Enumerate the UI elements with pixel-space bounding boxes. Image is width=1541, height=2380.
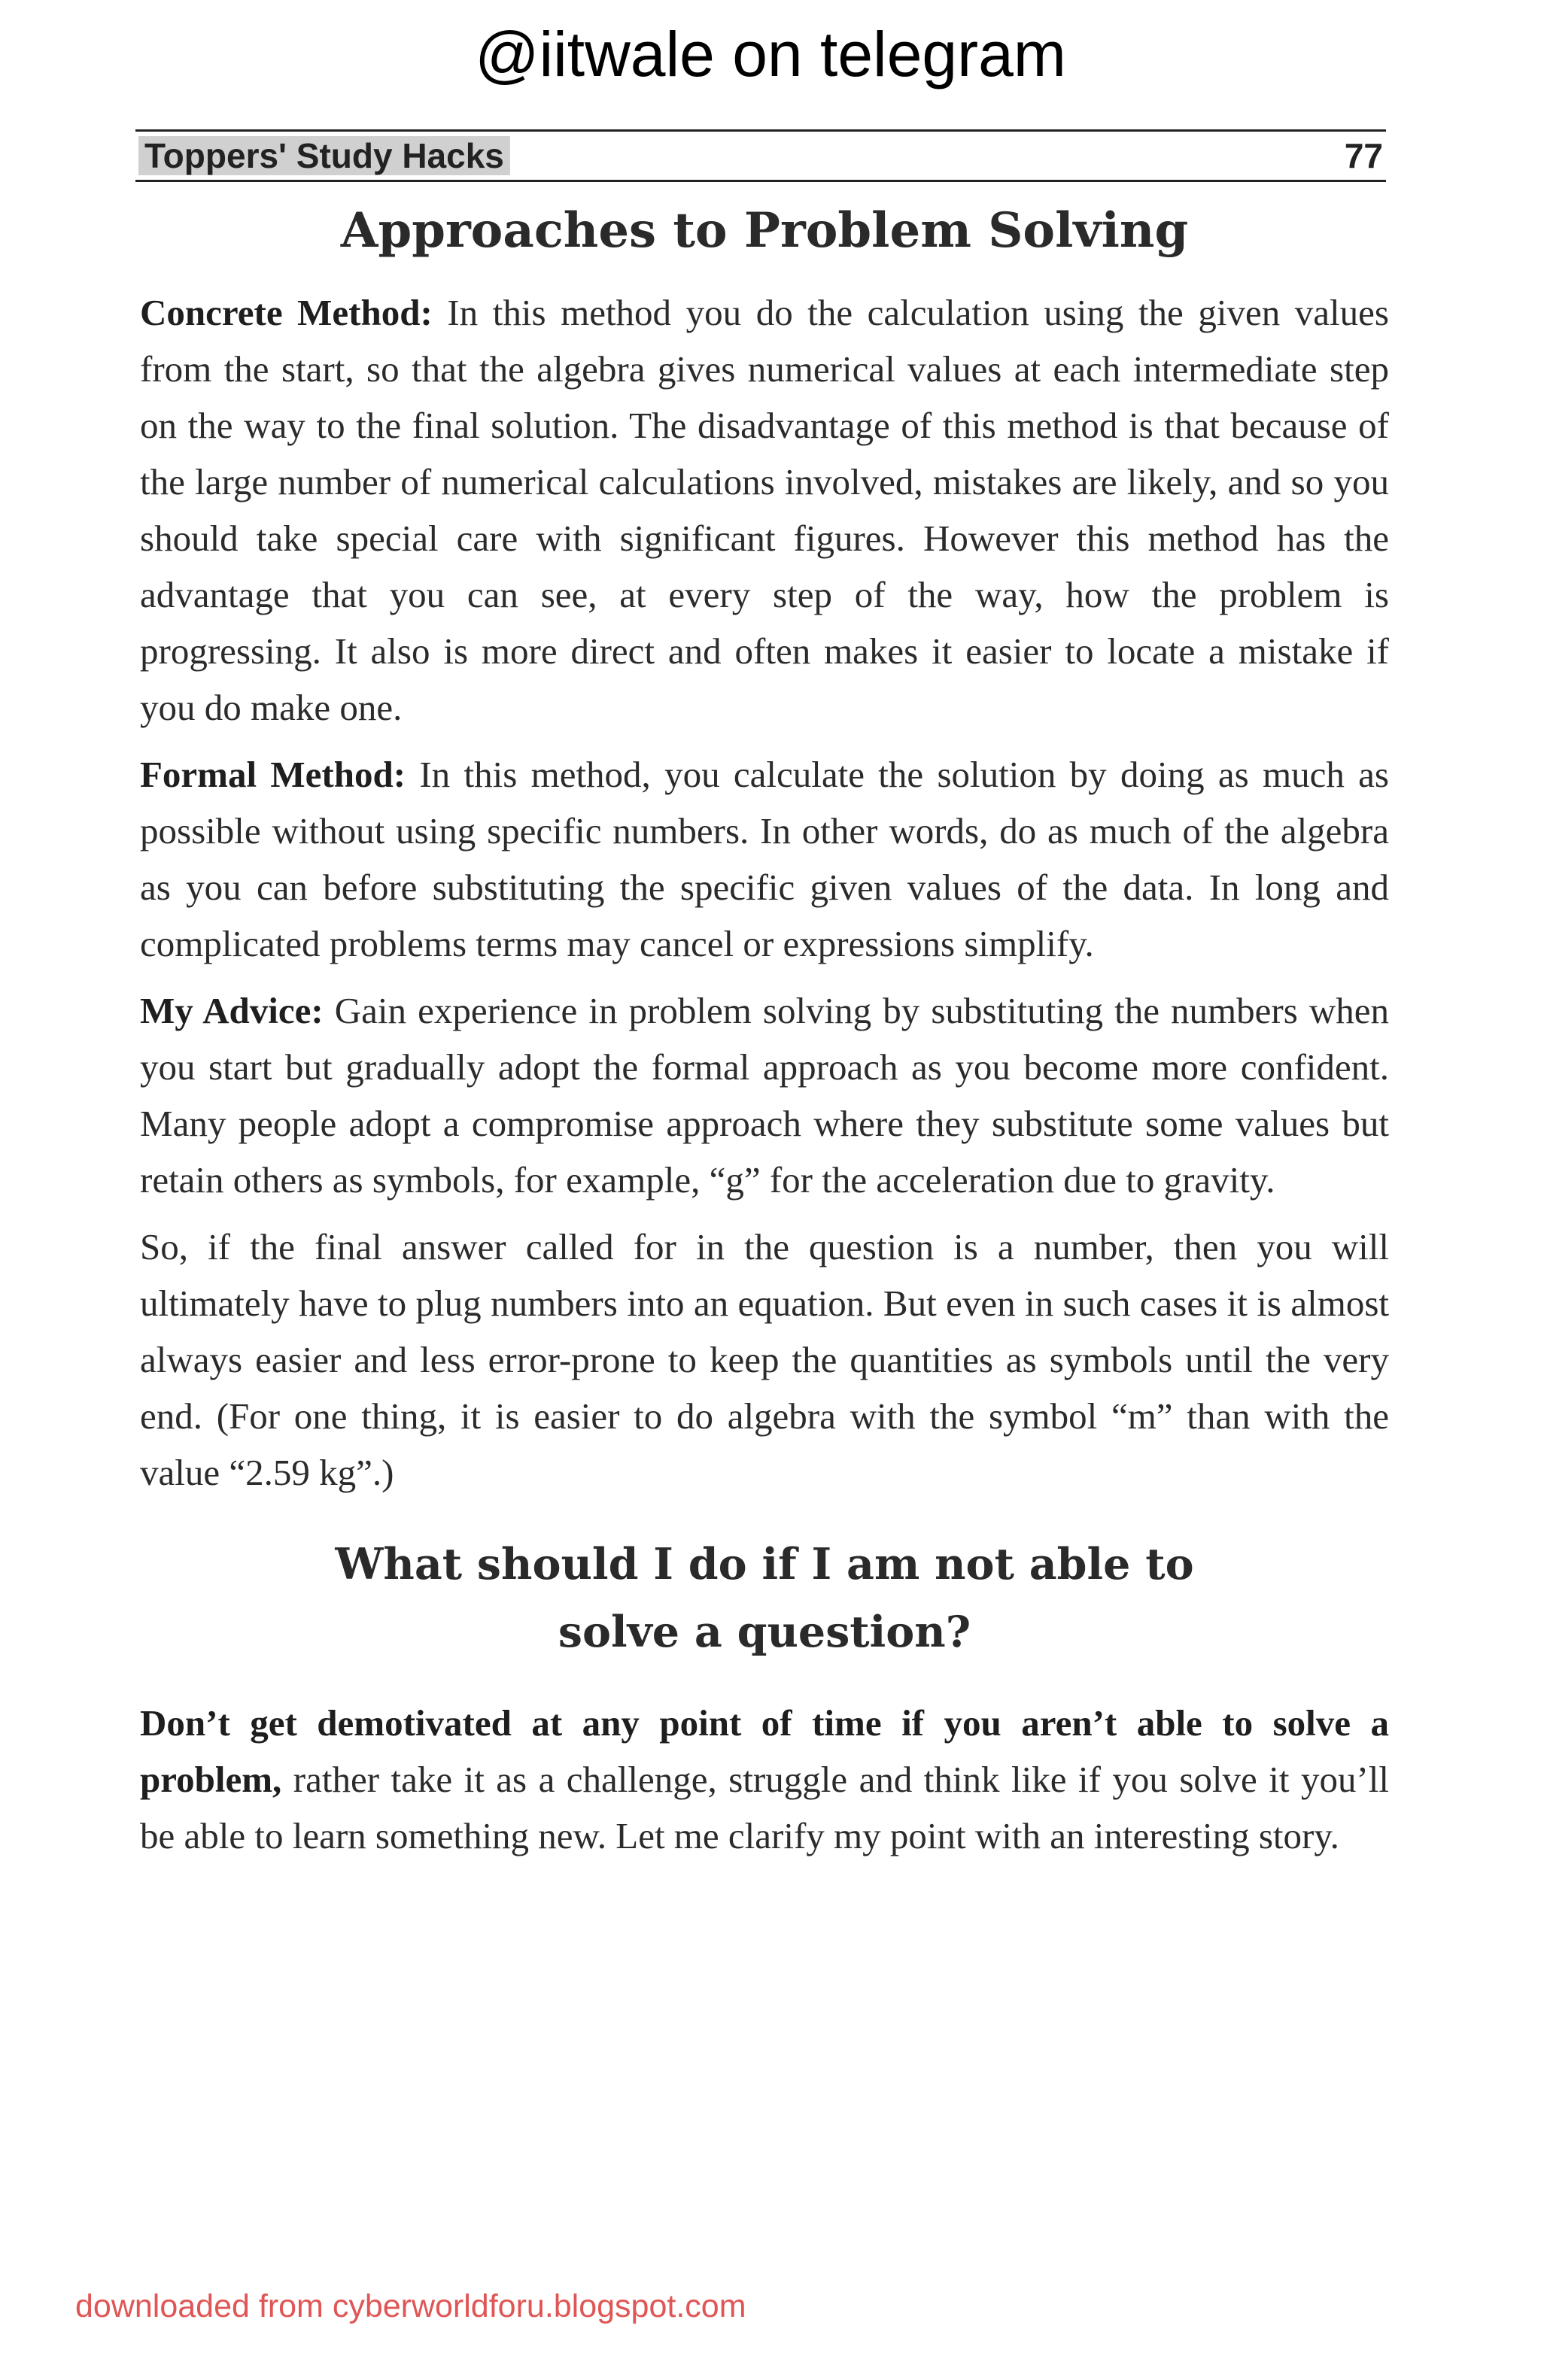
paragraph-my-advice <box>140 982 1389 1208</box>
paragraph-lead: Don’t get demotivated at any point of time if you aren’t able to solve a problem, <box>140 1702 1389 1800</box>
telegram-watermark: @iitwale on telegram <box>475 19 1066 90</box>
question-heading-line-1: What should I do if I am not able to <box>335 1539 1194 1589</box>
page-number: 77 <box>1344 136 1383 175</box>
book-title: Toppers' Study Hacks <box>138 136 510 175</box>
paragraph-text: rather take it as a challenge, struggle and think like if you solve it you’ll be able to learn something new. Let me clarify my point with an interesting story. <box>140 1759 1389 1856</box>
question-heading-line-2: solve a question? <box>558 1607 971 1657</box>
paragraph-lead: Concrete Method: <box>140 292 433 333</box>
paragraph-text: In this method, you calculate the solution by doing as much as possible without using specific numbers. In other words, do as much of the algebra as you can before substituting the specific given values of the data. In long and complicated problems terms may cancel or expressions simplify. <box>140 754 1390 964</box>
paragraph-lead: Formal Method: <box>140 754 406 795</box>
page-body <box>140 197 1389 1875</box>
question-heading <box>140 1531 1389 1666</box>
paragraph-final-answer <box>140 1219 1389 1501</box>
download-watermark: downloaded from cyberworldforu.blogspot.com <box>75 2288 746 2324</box>
paragraph-text: So, if the final answer called for in the question is a number, then you will ultimately have to plug numbers into an equation. But even in such cases it is almost always easier and less error-prone to keep the quantities as symbols until the very end. (For one thing, it is easier to do algebra with the symbol “m” than with the value “2.59 kg”.) <box>140 1226 1389 1493</box>
paragraph-text: Gain experience in problem solving by substituting the numbers when you start but gradually adopt the formal approach as you become more confident. Many people adopt a compromise approach where they substitute some values but retain others as symbols, for example, “g” for the acceleration due to gravity. <box>140 990 1389 1201</box>
paragraph-lead: My Advice: <box>140 990 324 1031</box>
paragraph-demotivated <box>140 1695 1389 1864</box>
running-header <box>135 129 1386 182</box>
section-title: Approaches to Problem Solving <box>340 202 1189 259</box>
paragraph-text: In this method you do the calculation using the given values from the start, so that the algebra gives numerical values at each intermediate step on the way to the final solution. The disadvantage of this method is that because of the large number of numerical calculations involved, mistakes are likely, and so you should take special care with significant figures. However this method has the advantage that you can see, at every step of the way, how the problem is progressing. It also is more direct and often makes it easier to locate a mistake if you do make one. <box>140 292 1389 728</box>
paragraph-concrete-method <box>140 284 1389 736</box>
paragraph-formal-method <box>140 746 1389 972</box>
